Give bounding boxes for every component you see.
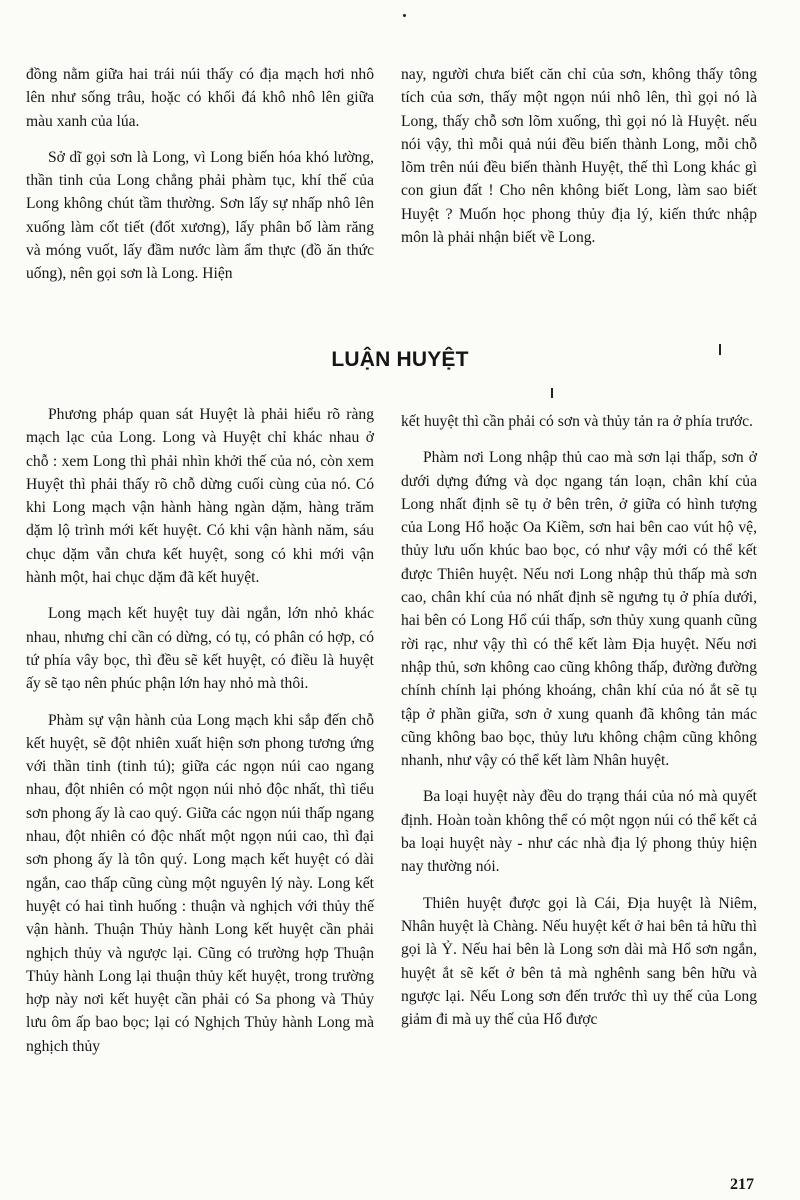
paragraph: Phàm sự vận hành của Long mạch khi sắp đến chỗ kết huyệt, sẽ đột nhiên xuất hiện sơn phong tương ứng với thần tinh (tinh tú); giữa các ngọn núi cao ngang nhau, đột nhiên có một ngọn núi nhỏ độc nhất, thì tiểu sơn phong ấy là cao quý. Giữa các ngọn núi thấp ngang nhau, đột nhiên có độc nhất một ngọn núi cao, thì đại sơn phong ấy là tôn quý. Long mạch kết huyệt có dài ngắn, cao thấp cũng cùng một nguyên lý này. Long kết huyệt có hai tình huống : thuận và nghịch với thủy thế vận hành. Thuận Thủy hành Long kết huyệt cần phải nghịch thủy và ngược lại. Cũng có trường hợp Thuận Thủy hành Long lại thuận thủy kết huyệt, trong trường hợp này nơi kết huyệt cần phải có Sa phong và Thủy lưu ôm ấp bao bọc; lại có Nghịch Thủy hành Long mà nghịch thủy (26, 711, 374, 1055)
bottom-left-column (26, 403, 374, 1071)
paragraph: kết huyệt thì cần phải có sơn và thủy tản ra ở phía trước. (401, 413, 753, 430)
scan-speck (551, 388, 553, 398)
top-right-column (401, 63, 757, 262)
paragraph: Phàm nơi Long nhập thủ cao mà sơn lại thấp, sơn ở dưới dựng đứng và dọc ngang tán loạn, chân khí của Long nhất định sẽ tụ ở bên trên, ở giữa có hình tượng của Long Hổ hoặc Oa Kiềm, sơn hai bên cao vút hộ vệ, thủy lưu uốn khúc bao bọc, có như vậy mới có thể kết được Thiên huyệt. Nếu nơi Long nhập thủ thấp mà sơn cao, chân khí của nó nhất định sẽ ngưng tụ ở phía dưới, hai bên có Long Hổ cúi thấp, sơn thủy xung quanh cũng rời rạc, như vậy thì có thể kết làm Địa huyệt. Nếu nơi nhập thủ, sơn không cao cũng không thấp, đường đường chính chính lại phóng khoáng, chân khí của nó ắt sẽ tụ tập ở phần giữa, sơn ở xung quanh đã không tản mác cũng không bao bọc, thủy lưu không chậm cũng không nhanh, như vậy có thể kết làm Nhân huyệt. (401, 449, 757, 770)
paragraph: đồng nằm giữa hai trái núi thấy có địa mạch hơi nhô lên như sống trâu, hoặc có khối đá khô nhô lên giữa màu xanh của lúa. (26, 66, 374, 130)
paragraph: Sở dĩ gọi sơn là Long, vì Long biến hóa khó lường, thần tinh của Long chẳng phải phàm tục, khí thế của Long không chút tầm thường. Sơn lấy sự nhấp nhô lên xuống làm cốt tiết (đốt xương), lấy phân bố làm răng và móng vuốt, lấy đầm nước làm ẩm thực (đồ ăn thức uống), nên gọi sơn là Long. Hiện (26, 148, 374, 283)
paragraph: Ba loại huyệt này đều do trạng thái của nó mà quyết định. Hoàn toàn không thể có một ngọn núi có thể kết cả ba loại huyệt này - như các nhà địa lý phong thủy hiện nay thường nói. (401, 788, 757, 876)
paragraph: Long mạch kết huyệt tuy dài ngắn, lớn nhỏ khác nhau, nhưng chỉ cần có dừng, có tụ, có phân có hợp, có tứ phía vây bọc, thì đều sẽ kết huyệt, có điều là huyệt ấy sẽ tạo nên phúc phận lớn hay nhỏ mà thôi. (26, 605, 374, 693)
paragraph: nay, người chưa biết căn chỉ của sơn, không thấy tông tích của sơn, thấy một ngọn núi nhô lên, thì gọi nó là Long, thấy chỗ sơn lõm xuống, thì gọi nó là Huyệt. nếu nói vậy, thì mỗi quả núi đều biến thành Long, mỗi chỗ lõm trên núi đều biến thành Huyệt, thế thì Long khác gì con giun đất ! Cho nên không biết Long, làm sao biết Huyệt ? Muốn học phong thủy địa lý, kiến thức nhập môn là phải nhận biết về Long. (401, 66, 757, 247)
bottom-right-column (401, 410, 757, 1044)
section-title: LUẬN HUYỆT (331, 348, 469, 371)
paragraph: Phương pháp quan sát Huyệt là phải hiểu rõ ràng mạch lạc của Long. Long và Huyệt chỉ khác nhau ở chỗ : xem Long thì phải nhìn khởi thế của nó, còn xem Huyệt thì phải thấy rõ chỗ dừng cuối cùng của nó. Có khi Long mạch vận hành hàng ngàn dặm, hàng trăm dặm lộ trình mới kết huyệt. Có khi vận hành năm, sáu chục dặm vẫn chưa kết huyệt, song có khi mới vận hành một, hai chục dặm đã kết huyệt. (26, 406, 374, 587)
paragraph: Thiên huyệt được gọi là Cái, Địa huyệt là Niêm, Nhân huyệt là Chàng. Nếu huyệt kết ở hai bên tả hữu thì gọi là Ỷ. Nếu hai bên là Long sơn dài mà Hổ sơn ngắn, huyệt ắt sẽ kết ở bên tả mà nghênh sang bên hữu và ngược lại. Nếu Long sơn đến trước thì uy thế của Long giảm đi mà uy thế của Hổ được (401, 894, 757, 1029)
scan-speck (403, 14, 406, 17)
page-number: 217 (730, 1176, 754, 1193)
top-left-column (26, 63, 374, 299)
